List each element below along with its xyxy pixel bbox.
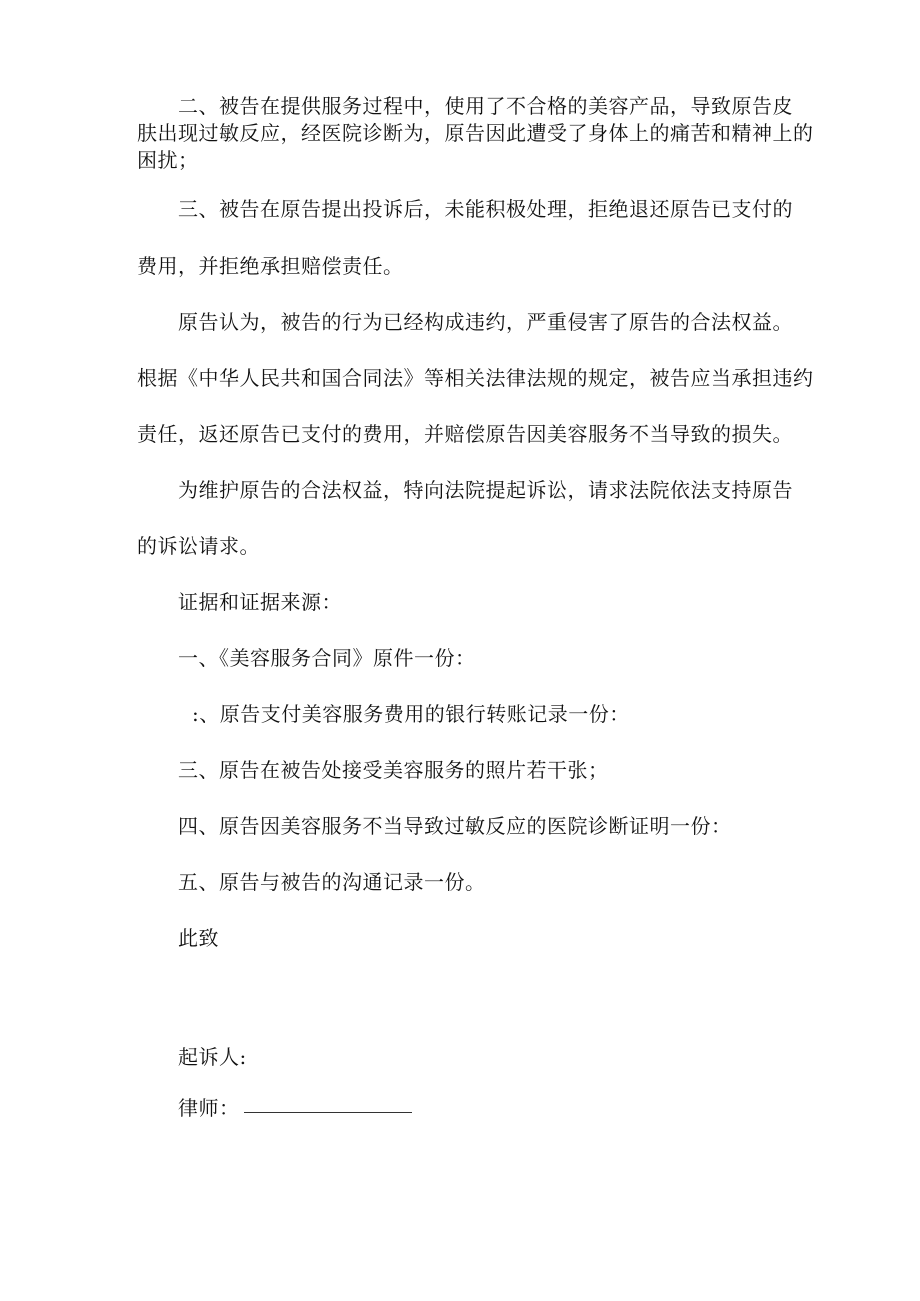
- plaintiff-label: 起诉人:: [178, 1045, 247, 1069]
- para-2-line-1: 二、被告在提供服务过程中，使用了不合格的美容产品，导致原告皮: [178, 94, 793, 118]
- para-claim-line-1: 原告认为，被告的行为已经构成违约，严重侵害了原告的合法权益。: [178, 310, 793, 334]
- para-request-line-1: 为维护原告的合法权益，特向法院提起诉讼，请求法院依法支持原告: [178, 478, 793, 502]
- evidence-heading: 证据和证据来源：: [178, 590, 342, 614]
- para-2-line-2: 肤出现过敏反应，经医院诊断为，原告因此遭受了身体上的痛苦和精神上的: [137, 121, 814, 145]
- evidence-item: :、原告支付美容服务费用的银行转账记录一份：: [192, 702, 630, 726]
- evidence-item: 一、《美容服务合同》原件一份：: [178, 646, 476, 670]
- lawyer-label: 律师：: [178, 1096, 240, 1120]
- para-2-line-3: 困扰；: [137, 148, 199, 172]
- para-claim-line-2: 根据《中华人民共和国合同法》等相关法律法规的规定，被告应当承担违约: [137, 366, 814, 390]
- evidence-item: 五、原告与被告的沟通记录一份。: [178, 870, 486, 894]
- closing-salutation: 此致: [178, 926, 219, 950]
- para-claim-line-3: 责任，返还原告已支付的费用，并赔偿原告因美容服务不当导致的损失。: [137, 422, 793, 446]
- para-3-line-2: 费用，并拒绝承担赔偿责任。: [137, 254, 404, 278]
- evidence-item: 四、原告因美容服务不当导致过敏反应的医院诊断证明一份：: [178, 814, 732, 838]
- para-request-line-2: 的诉讼请求。: [137, 534, 260, 558]
- evidence-item: 三、原告在被告处接受美容服务的照片若干张；: [178, 758, 609, 782]
- para-3-line-1: 三、被告在原告提出投诉后，未能积极处理，拒绝退还原告已支付的: [178, 197, 793, 221]
- lawyer-signature-line: [244, 1112, 412, 1113]
